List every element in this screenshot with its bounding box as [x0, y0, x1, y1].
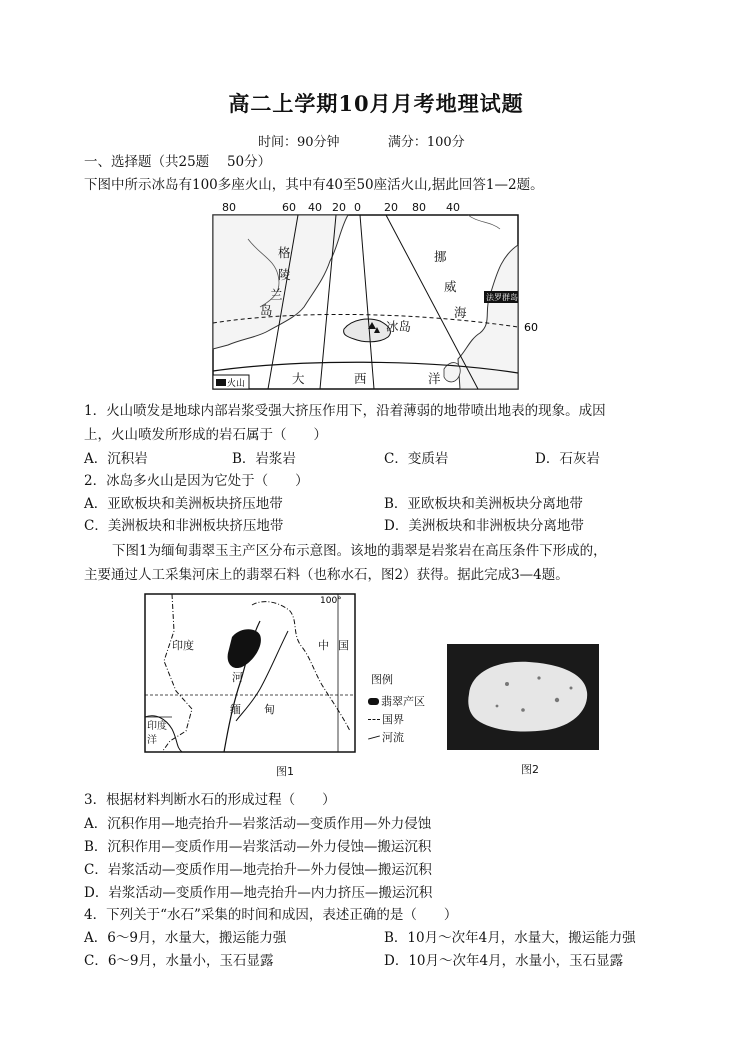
q1-stem: 1．火山喷发是地球内部岩浆受强大挤压作用下，沿着薄弱的地带喷出地表的现象。成因 — [84, 403, 606, 419]
intro-2: 下图1为缅甸翡翠玉主产区分布示意图。该地的翡翠是岩浆岩在高压条件下形成的， — [112, 543, 607, 559]
q2-option-b[interactable]: B．亚欧板块和美洲板块分离地带 — [384, 496, 583, 512]
lon-label: 40 — [446, 201, 460, 214]
exam-meta — [258, 131, 465, 150]
label-river: 河 — [232, 671, 243, 684]
score-label: 满分：100分 — [387, 135, 465, 150]
label-norwegian-sea: 威 — [444, 279, 457, 294]
page-title: 高二上学期10月月考地理试题 — [228, 91, 524, 116]
label-india: 印度 — [172, 639, 194, 652]
label-greenland: 岛 — [260, 303, 273, 318]
q2-stem: 2．冰岛多火山是因为它处于（ ） — [84, 473, 309, 489]
label-faroe: 法罗群岛 — [486, 293, 518, 302]
label-atlantic: 洋 — [428, 371, 441, 386]
intro-1: 下图中所示冰岛有100多座火山，其中有40至50座活火山,据此回答1—2题。 — [84, 177, 544, 193]
q1-option-a[interactable]: A．沉积岩 — [84, 451, 148, 467]
legend-item — [368, 693, 425, 709]
q2-option-a[interactable]: A．亚欧板块和美洲板块挤压地带 — [84, 496, 283, 512]
label-indian-ocean: 印度 — [147, 721, 167, 732]
time-label: 时间：90分钟 — [258, 135, 340, 150]
figure2-caption: 图2 — [521, 763, 539, 776]
legend-volcano-label: 火山 — [227, 379, 246, 389]
iceland-map — [208, 199, 538, 393]
q2-option-d[interactable]: D．美洲板块和非洲板块分离地带 — [384, 518, 584, 534]
myanmar-map — [142, 591, 358, 757]
jade-stone — [468, 662, 587, 732]
label-atlantic: 西 — [354, 371, 367, 386]
q4-option-d[interactable]: D．10月～次年4月，水量小，玉石显露 — [384, 953, 624, 969]
legend-item — [368, 711, 404, 727]
volcano-legend-icon — [216, 379, 226, 386]
label-myanmar: 缅 — [230, 703, 241, 716]
q3-option-d[interactable]: D．岩浆活动—变质作用—地壳抬升—内力挤压—搬运沉积 — [84, 885, 433, 901]
label-china: 中 — [318, 639, 329, 652]
lon-label: 20 — [384, 201, 398, 214]
q4-option-a[interactable]: A．6～9月，水量大，搬运能力强 — [84, 930, 287, 946]
label-greenland: 兰 — [270, 287, 283, 302]
legend-label: 国界 — [382, 713, 404, 726]
q3-option-c[interactable]: C．岩浆活动—变质作用—地壳抬升—外力侵蚀—搬运沉积 — [84, 862, 432, 878]
label-china: 国 — [338, 639, 349, 652]
q4-option-c[interactable]: C．6～9月，水量小，玉石显露 — [84, 953, 274, 969]
label-norwegian-sea: 挪 — [434, 249, 447, 264]
jade-stone-photo — [447, 644, 599, 750]
label-indian-ocean: 洋 — [147, 735, 157, 746]
lon-label: 80 — [412, 201, 426, 214]
section-heading: 一、选择题（共25题 50分） — [84, 154, 272, 170]
lon-label: 80 — [222, 201, 236, 214]
label-greenland: 陵 — [278, 267, 291, 282]
q1-option-c[interactable]: C．变质岩 — [384, 451, 449, 467]
q4-option-b[interactable]: B．10月～次年4月，水量大，搬运能力强 — [384, 930, 636, 946]
lon-label: 60 — [282, 201, 296, 214]
legend-title: 图例 — [371, 673, 393, 686]
legend-item — [368, 729, 404, 745]
q4-stem: 4．下列关于“水石”采集的时间和成因，表述正确的是（ ） — [84, 907, 458, 923]
label-greenland: 格 — [278, 245, 291, 260]
q3-option-b[interactable]: B．沉积作用—变质作用—岩浆活动—外力侵蚀—搬运沉积 — [84, 839, 432, 855]
q3-option-a[interactable]: A．沉积作用—地壳抬升—岩浆活动—变质作用—外力侵蚀 — [84, 816, 432, 832]
figure1-caption: 图1 — [276, 765, 294, 778]
jade-area-icon — [368, 698, 379, 705]
q3-stem: 3．根据材料判断水石的形成过程（ ） — [84, 792, 336, 808]
label-atlantic: 大 — [292, 371, 305, 386]
lon-label: 100° — [320, 596, 342, 606]
lon-label: 20 — [332, 201, 346, 214]
label-myanmar: 甸 — [264, 703, 275, 716]
intro-2: 主要通过人工采集河床上的翡翠石料（也称水石，图2）获得。据此完成3—4题。 — [84, 567, 569, 583]
q2-option-c[interactable]: C．美洲板块和非洲板块挤压地带 — [84, 518, 284, 534]
map-frame — [145, 594, 355, 752]
q1-option-d[interactable]: D．石灰岩 — [535, 451, 600, 467]
q1-stem: 上，火山喷发所形成的岩石属于（ ） — [84, 427, 327, 443]
legend-label: 翡翠产区 — [381, 695, 425, 708]
label-iceland: 冰岛 — [386, 319, 412, 334]
q1-option-b[interactable]: B．岩浆岩 — [232, 451, 296, 467]
lon-label: 0 — [354, 201, 361, 214]
legend-label: 河流 — [382, 731, 404, 744]
border-line-icon — [368, 719, 380, 720]
lat-label: 60 — [524, 321, 538, 334]
river-line-icon — [368, 735, 380, 739]
lon-label: 40 — [308, 201, 322, 214]
label-norwegian-sea: 海 — [454, 305, 467, 320]
